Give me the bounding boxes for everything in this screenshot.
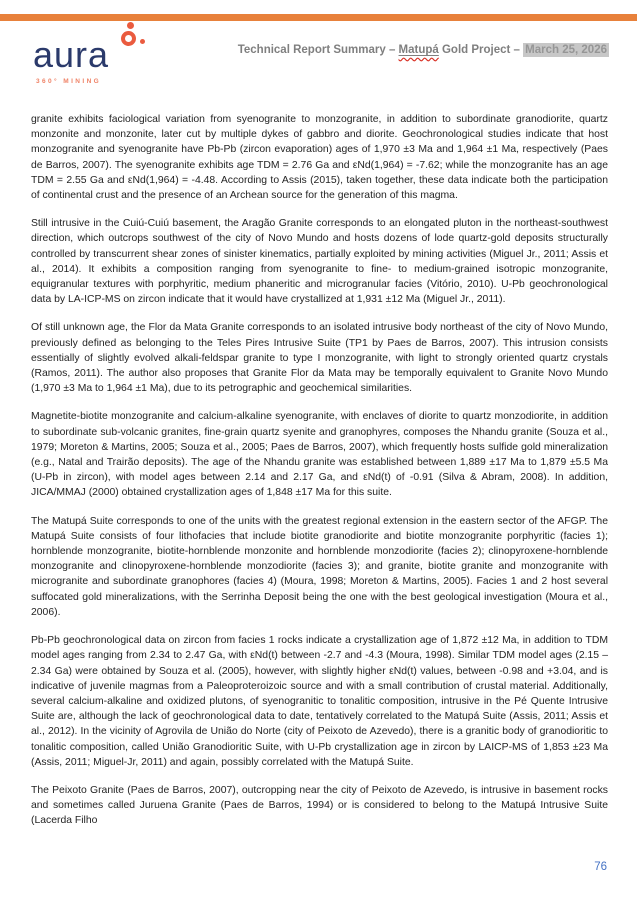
paragraph: granite exhibits faciological variation from syenogranite to monzogranite, in addition to subordinate granodiorite, quartz monzonite and monzonite, later cut by multiple dykes of gabbro and diorite. Geochronological studies indicate that host monzogranite and syenogranite have Pb-Pb (zircon evaporation) ages of 1,970 ±3 Ma and 1,964 ±1 Ma, respectively (Paes de Barros, 2007). The syenogranite exhibits age TDM = 2.76 Ga and εNd(1,964) = -7.62; while the monzogranite has an age TDM = 2.55 Ga and εNd(1,964) = -4.48. According to Assis (2015), taken together, these data indicate both the participation of continental crust and the presence of an Archean source for the generation of this magma. [31, 114, 608, 202]
header-date-field: March 25, 2026 [525, 44, 607, 56]
top-accent-bar [0, 14, 637, 21]
paragraph: The Matupá Suite corresponds to one of the units with the greatest regional extension in the eastern sector of the AFGP. The Matupá Suite consists of four lithofacies that include biotite granodiorite and biotite monzogranite porphyritic (facies 1); hornblende monzogranite, biotite-hornblende monzonite and hornblende monzodiorite (facies 2); clinopyroxene-hornblende monzogranite and clinopyroxene-hornblende monzodiorite (facies 3); and granite, biotite granite and monzogranite with microgranite and subordinate granophores (facies 4) (Moura, 1998; Moreton & Martins, 2005). Facies 1 and 2 host several suffocated gold mineralizations, with the Serrinha Deposit being the one with the best geological investigation (Moura et al., 2006). [31, 515, 608, 618]
paragraph: Magnetite-biotite monzogranite and calcium-alkaline syenogranite, with enclaves of diorite to quartz monzodiorite, in addition to subordinate sub-volcanic granites, fine-grain quartz syenite and granophyres, composes the Nhandu granite (Souza et al., 1979; Moreton & Martins, 2005; Souza et al., 2005; Paes de Barros, 2007), which frequently hosts sulfide gold mineralization (e.g., Natal and Trairão deposits). The age of the Nhandu granite was established between 1,889 ±17 Ma to 1,879 ±5.5 Ma (U-Pb in zircon), with model ages between 2.14 and 2.17 Ga, and εNd(t) of -0.91 (Silva & Abram, 2008). In addition, JICA/MMAJ (2000) obtained crystallization ages of 1,848 ±17 Ma for this suite. [31, 411, 608, 499]
page-number: 76 [594, 861, 607, 873]
paragraph: Pb-Pb geochronological data on zircon from facies 1 rocks indicate a crystallization age of 1,872 ±12 Ma, in addition to TDM model ages ranging from 2.34 to 2.47 Ga, with εNd(t) between -2.7 and -4.3 (Moura, 1998). Similar TDM model ages (2.15 – 2.34 Ga) were obtained by Souza et al. (2005), however, with slightly higher εNd(t) values, between -0.98 and +3.04, and is indicative of juvenile magmas from a Paleoproteroizoic source and with a small contribution of crustal material. Additionally, several calcium-alkaline and oxidized plutons, of syenogranitic to tonalitic composition, intrusive in the Pé Quente Intrusive Suite are, although the lack of geochronological data to date, tentatively correlated to the Matupá Suite (Assis, 2011; Assis et al., 2012). In the vicinity of Agrovila de União do Norte (city of Peixoto de Azevedo), there is a granitic body of granodioritic to tonalitic composition, called União Granodioritic Suite, with U-Pb crystallization age in zircon by LAICP-MS of 1,853 ±23 Ma (Assis, 2011; Miguel-Jr, 2011) and again, possibly correlated with the Matupá Suite. [31, 635, 608, 768]
header-title-prefix: Technical Report Summary – [237, 44, 399, 56]
header-project-name: Matupá [398, 44, 439, 56]
logo-wordmark: aura [33, 34, 110, 75]
logo-dot-top-icon [127, 22, 134, 29]
paragraph: The Peixoto Granite (Paes de Barros, 2007), outcropping near the city of Peixoto de Azevedo, is intrusive in basement rocks and sometimes called Juruena Granite (Paes de Barros, 1994) or is considered to belong to the Matupá Intrusive Suite (Lacerda Filho [31, 784, 608, 827]
header-title-middle: Gold Project – [438, 44, 524, 56]
paragraph: Still intrusive in the Cuiú-Cuiú basement, the Aragão Granite corresponds to an elongated pluton in the northeast-southwest direction, which outcrops southwest of the city of Novo Mundo and hosts dozens of lode quartz-gold deposits structurally controlled by transcurrent shear zones of sinister kinematics, partially exploited by mining activities (Miguel Jr., 2011; Assis et al., 2014). It exhibits a composition ranging from syenogranite to fine- to medium-grained isotropic monzogranite, equigranular textures with porphyritic, medium phaneritic and microgranular facies (Vitório, 2010). U-Pb geochronological data by LA-ICP-MS on zircon indicate that it would have crystallized at 1,931 ±12 Ma (Miguel Jr., 2011). [31, 218, 608, 306]
body-text [31, 112, 608, 842]
logo-tagline: 360° MINING [36, 78, 102, 85]
paragraph: Of still unknown age, the Flor da Mata Granite corresponds to an isolated intrusive body northeast of the city of Novo Mundo, previously defined as belonging to the Teles Pires Intrusive Suite (TP1 by Paes de Barros, 2007). This intrusion consists essentially of slightly evolved alkali-feldspar granite to type I monzogranite, with light to strongly oriented quartz crystals (Ramos, 2011). The author also proposes that Granite Flor da Mata may be temporally equivalent to Granite Novo Mundo (1,970 ±3 Ma to 1,964 ±1 Ma), due to its petrographic and geochemical similarities. [31, 322, 608, 395]
running-header [100, 44, 609, 56]
